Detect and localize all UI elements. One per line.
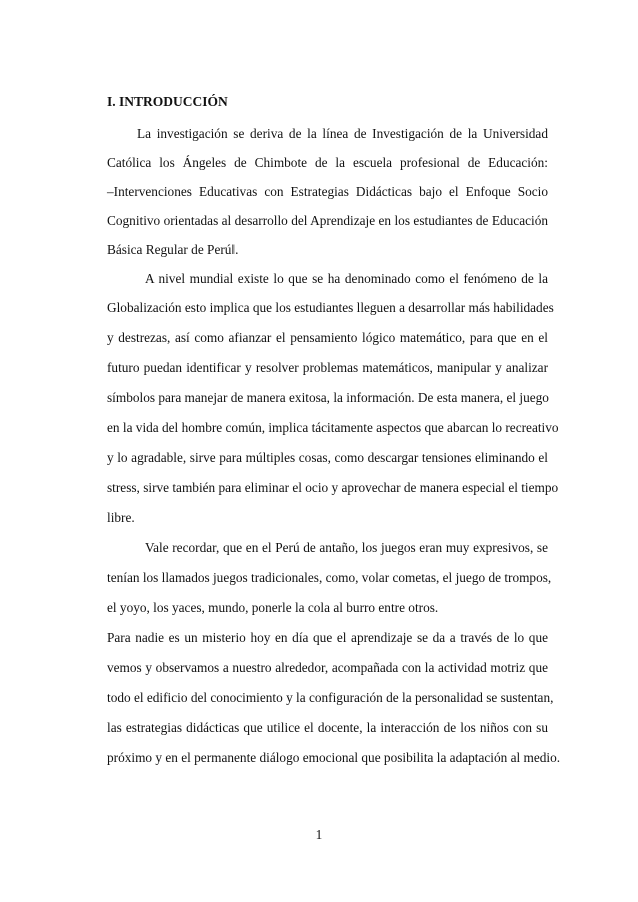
paragraph-line: La investigación se deriva de la línea de Investigación de la Universidad [137, 126, 548, 141]
paragraph-line: símbolos para manejar de manera exitosa, la información. De esta manera, el juego [107, 390, 549, 405]
paragraph-line: libre. [107, 510, 135, 525]
paragraph-line: ‒Intervenciones Educativas con Estrategias Didácticas bajo el Enfoque Socio [107, 184, 548, 199]
paragraph-line: en la vida del hombre común, implica tácitamente aspectos que abarcan lo recreativo [107, 420, 559, 435]
paragraph-line: Católica los Ángeles de Chimbote de la escuela profesional de Educación: [107, 155, 548, 170]
paragraph-line: Cognitivo orientadas al desarrollo del Aprendizaje en los estudiantes de Educación [107, 213, 548, 228]
page-number: 1 [315, 827, 323, 842]
paragraph-line: y lo agradable, sirve para múltiples cosas, como descargar tensiones eliminando el [107, 450, 548, 465]
paragraph-line: Vale recordar, que en el Perú de antaño, los juegos eran muy expresivos, se [145, 540, 548, 555]
paragraph-line: Para nadie es un misterio hoy en día que el aprendizaje se da a través de lo que [107, 630, 548, 645]
paragraph-line: todo el edificio del conocimiento y la configuración de la personalidad se sustentan, [107, 690, 554, 705]
paragraph-line: próximo y en el permanente diálogo emocional que posibilita la adaptación al medio. [107, 750, 561, 765]
paragraph-line: Globalización esto implica que los estudiantes lleguen a desarrollar más habilidades [107, 300, 554, 315]
paragraph-line: stress, sirve también para eliminar el ocio y aprovechar de manera especial el tiempo [107, 480, 559, 495]
paragraph-line: y destrezas, así como afianzar el pensamiento lógico matemático, para que en el [107, 330, 548, 345]
paragraph-line: Básica Regular de Perú‖. [107, 242, 239, 257]
paragraph-line: vemos y observamos a nuestro alrededor, acompañada con la actividad motriz que [107, 660, 548, 675]
paragraph-line: tenían los llamados juegos tradicionales, como, volar cometas, el juego de trompos, [107, 570, 552, 585]
section-heading: I. INTRODUCCIÓN [107, 94, 228, 109]
paragraph-line: el yoyo, los yaces, mundo, ponerle la cola al burro entre otros. [107, 600, 439, 615]
paragraph-line: las estrategias didácticas que utilice el docente, la interacción de los niños con su [107, 720, 548, 735]
paragraph-line: futuro puedan identificar y resolver problemas matemáticos, manipular y analizar [107, 360, 548, 375]
paragraph-line: A nivel mundial existe lo que se ha denominado como el fenómeno de la [145, 271, 548, 286]
